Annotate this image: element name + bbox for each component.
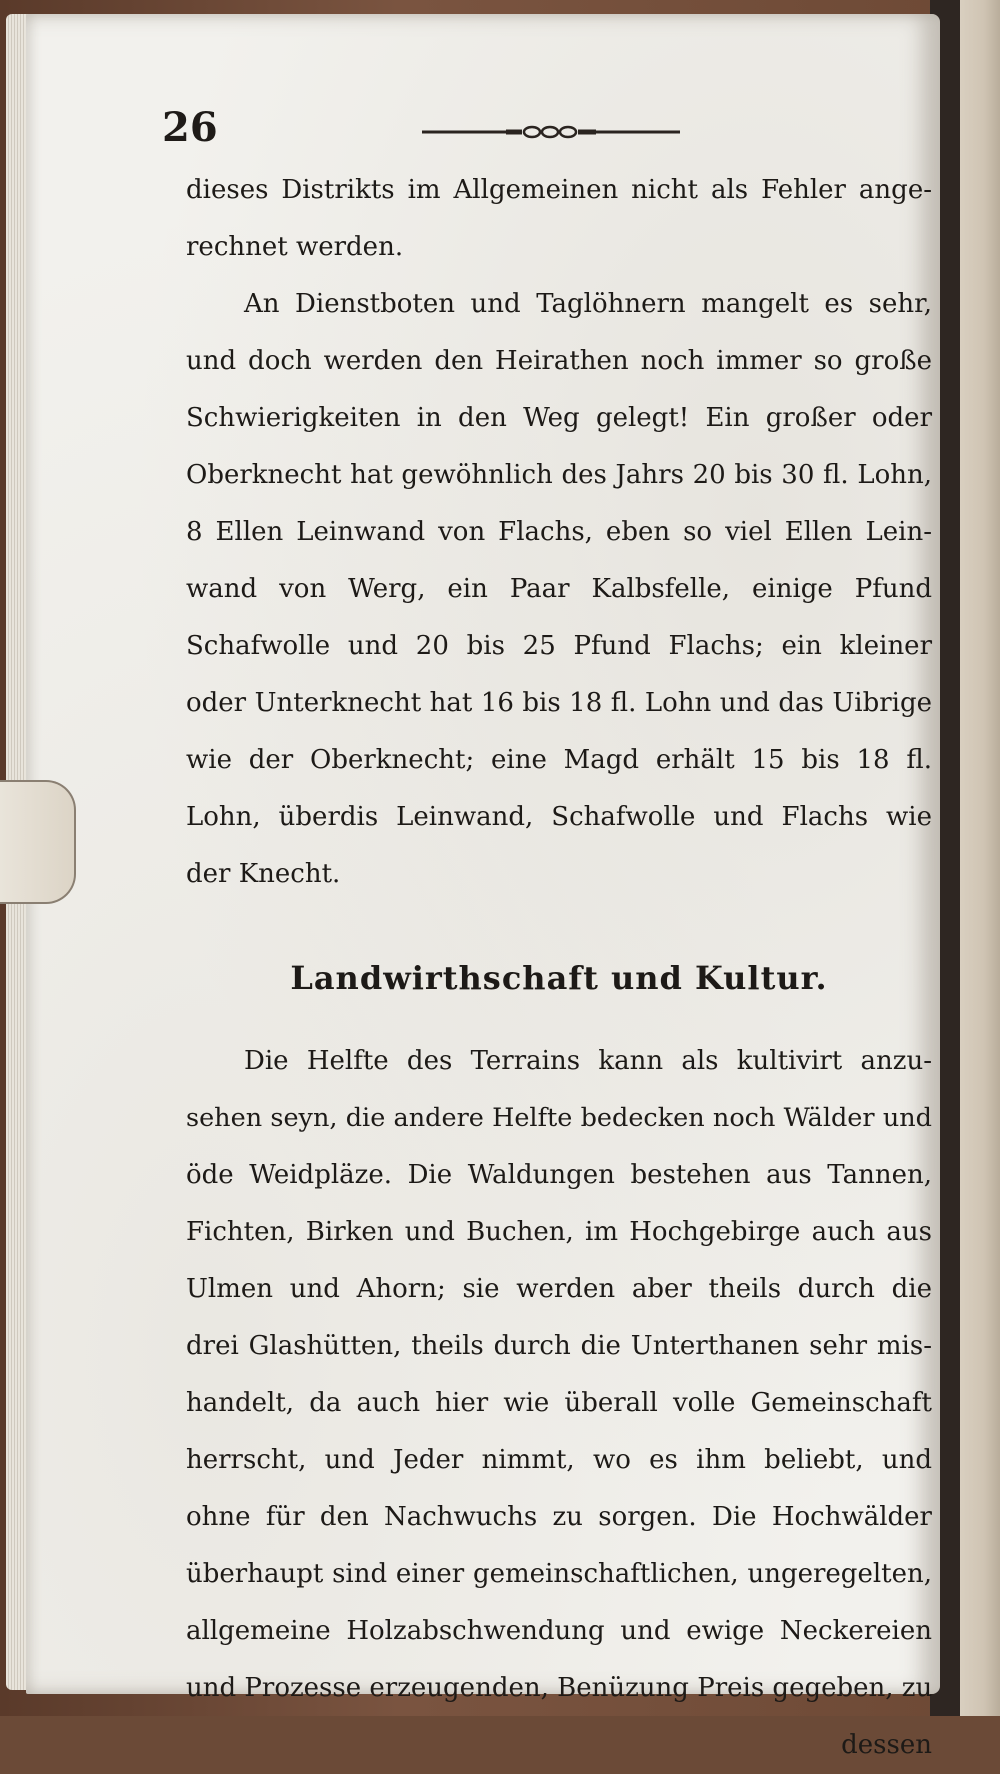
text-line: überhaupt sind einer gemeinschaftlichen, ungeregelten, xyxy=(186,1559,932,1589)
text-line: der Knecht. xyxy=(186,859,341,889)
text-line: ohne für den Nachwuchs zu sorgen. Die Hochwälder xyxy=(186,1502,932,1532)
text-line: allgemeine Holzabschwendung und ewige Neckereien xyxy=(186,1616,932,1646)
text-line: handelt, da auch hier wie überall volle Gemeinschaft xyxy=(186,1388,932,1418)
text-line: wie der Oberknecht; eine Magd erhält 15 bis 18 fl. xyxy=(186,745,932,775)
text-line: Oberknecht hat gewöhnlich des Jahrs 20 bis 30 fl. Lohn, xyxy=(186,460,932,490)
text-line: und Prozesse erzeugenden, Benüzung Preis gegeben, zu xyxy=(186,1673,933,1703)
page-number: 26 xyxy=(162,104,218,151)
next-page-edge xyxy=(960,0,1000,1716)
paragraph-start-line: Die Helfte des Terrains kann als kultivirt anzu- xyxy=(244,1046,932,1076)
text-line: und doch werden den Heirathen noch immer so große xyxy=(186,346,932,376)
header-ornament xyxy=(422,124,680,140)
bookmark-ribbon xyxy=(0,780,76,904)
text-line: oder Unterknecht hat 16 bis 18 fl. Lohn und das Uibrige xyxy=(186,688,932,718)
text-line: dieses Distrikts im Allgemeinen nicht als Fehler ange- xyxy=(186,175,932,205)
text-line: rechnet werden. xyxy=(186,232,404,262)
text-line: herrscht, und Jeder nimmt, wo es ihm beliebt, und xyxy=(186,1445,932,1475)
text-line: drei Glashütten, theils durch die Unterthanen sehr mis- xyxy=(186,1331,932,1361)
text-line: Schafwolle und 20 bis 25 Pfund Flachs; ein kleiner xyxy=(186,631,932,661)
section-heading: Landwirthschaft und Kultur. xyxy=(290,959,828,997)
text-line: Lohn, überdis Leinwand, Schafwolle und Flachs wie xyxy=(186,802,932,832)
text-line: 8 Ellen Leinwand von Flachs, eben so viel Ellen Lein- xyxy=(186,517,932,547)
page-text xyxy=(186,162,932,1774)
catchword: dessen xyxy=(841,1730,932,1760)
text-line: Schwierigkeiten in den Weg gelegt! Ein großer oder xyxy=(186,403,932,433)
text-line: Ulmen und Ahorn; sie werden aber theils durch die xyxy=(186,1274,932,1304)
text-line: öde Weidpläze. Die Waldungen bestehen aus Tannen, xyxy=(186,1160,932,1190)
text-line: Fichten, Birken und Buchen, im Hochgebirge auch aus xyxy=(186,1217,932,1247)
text-line: sehen seyn, die andere Helfte bedecken noch Wälder und xyxy=(186,1103,932,1133)
paragraph-start-line: An Dienstboten und Taglöhnern mangelt es sehr, xyxy=(244,289,932,319)
text-line: wand von Werg, ein Paar Kalbsfelle, einige Pfund xyxy=(186,574,932,604)
